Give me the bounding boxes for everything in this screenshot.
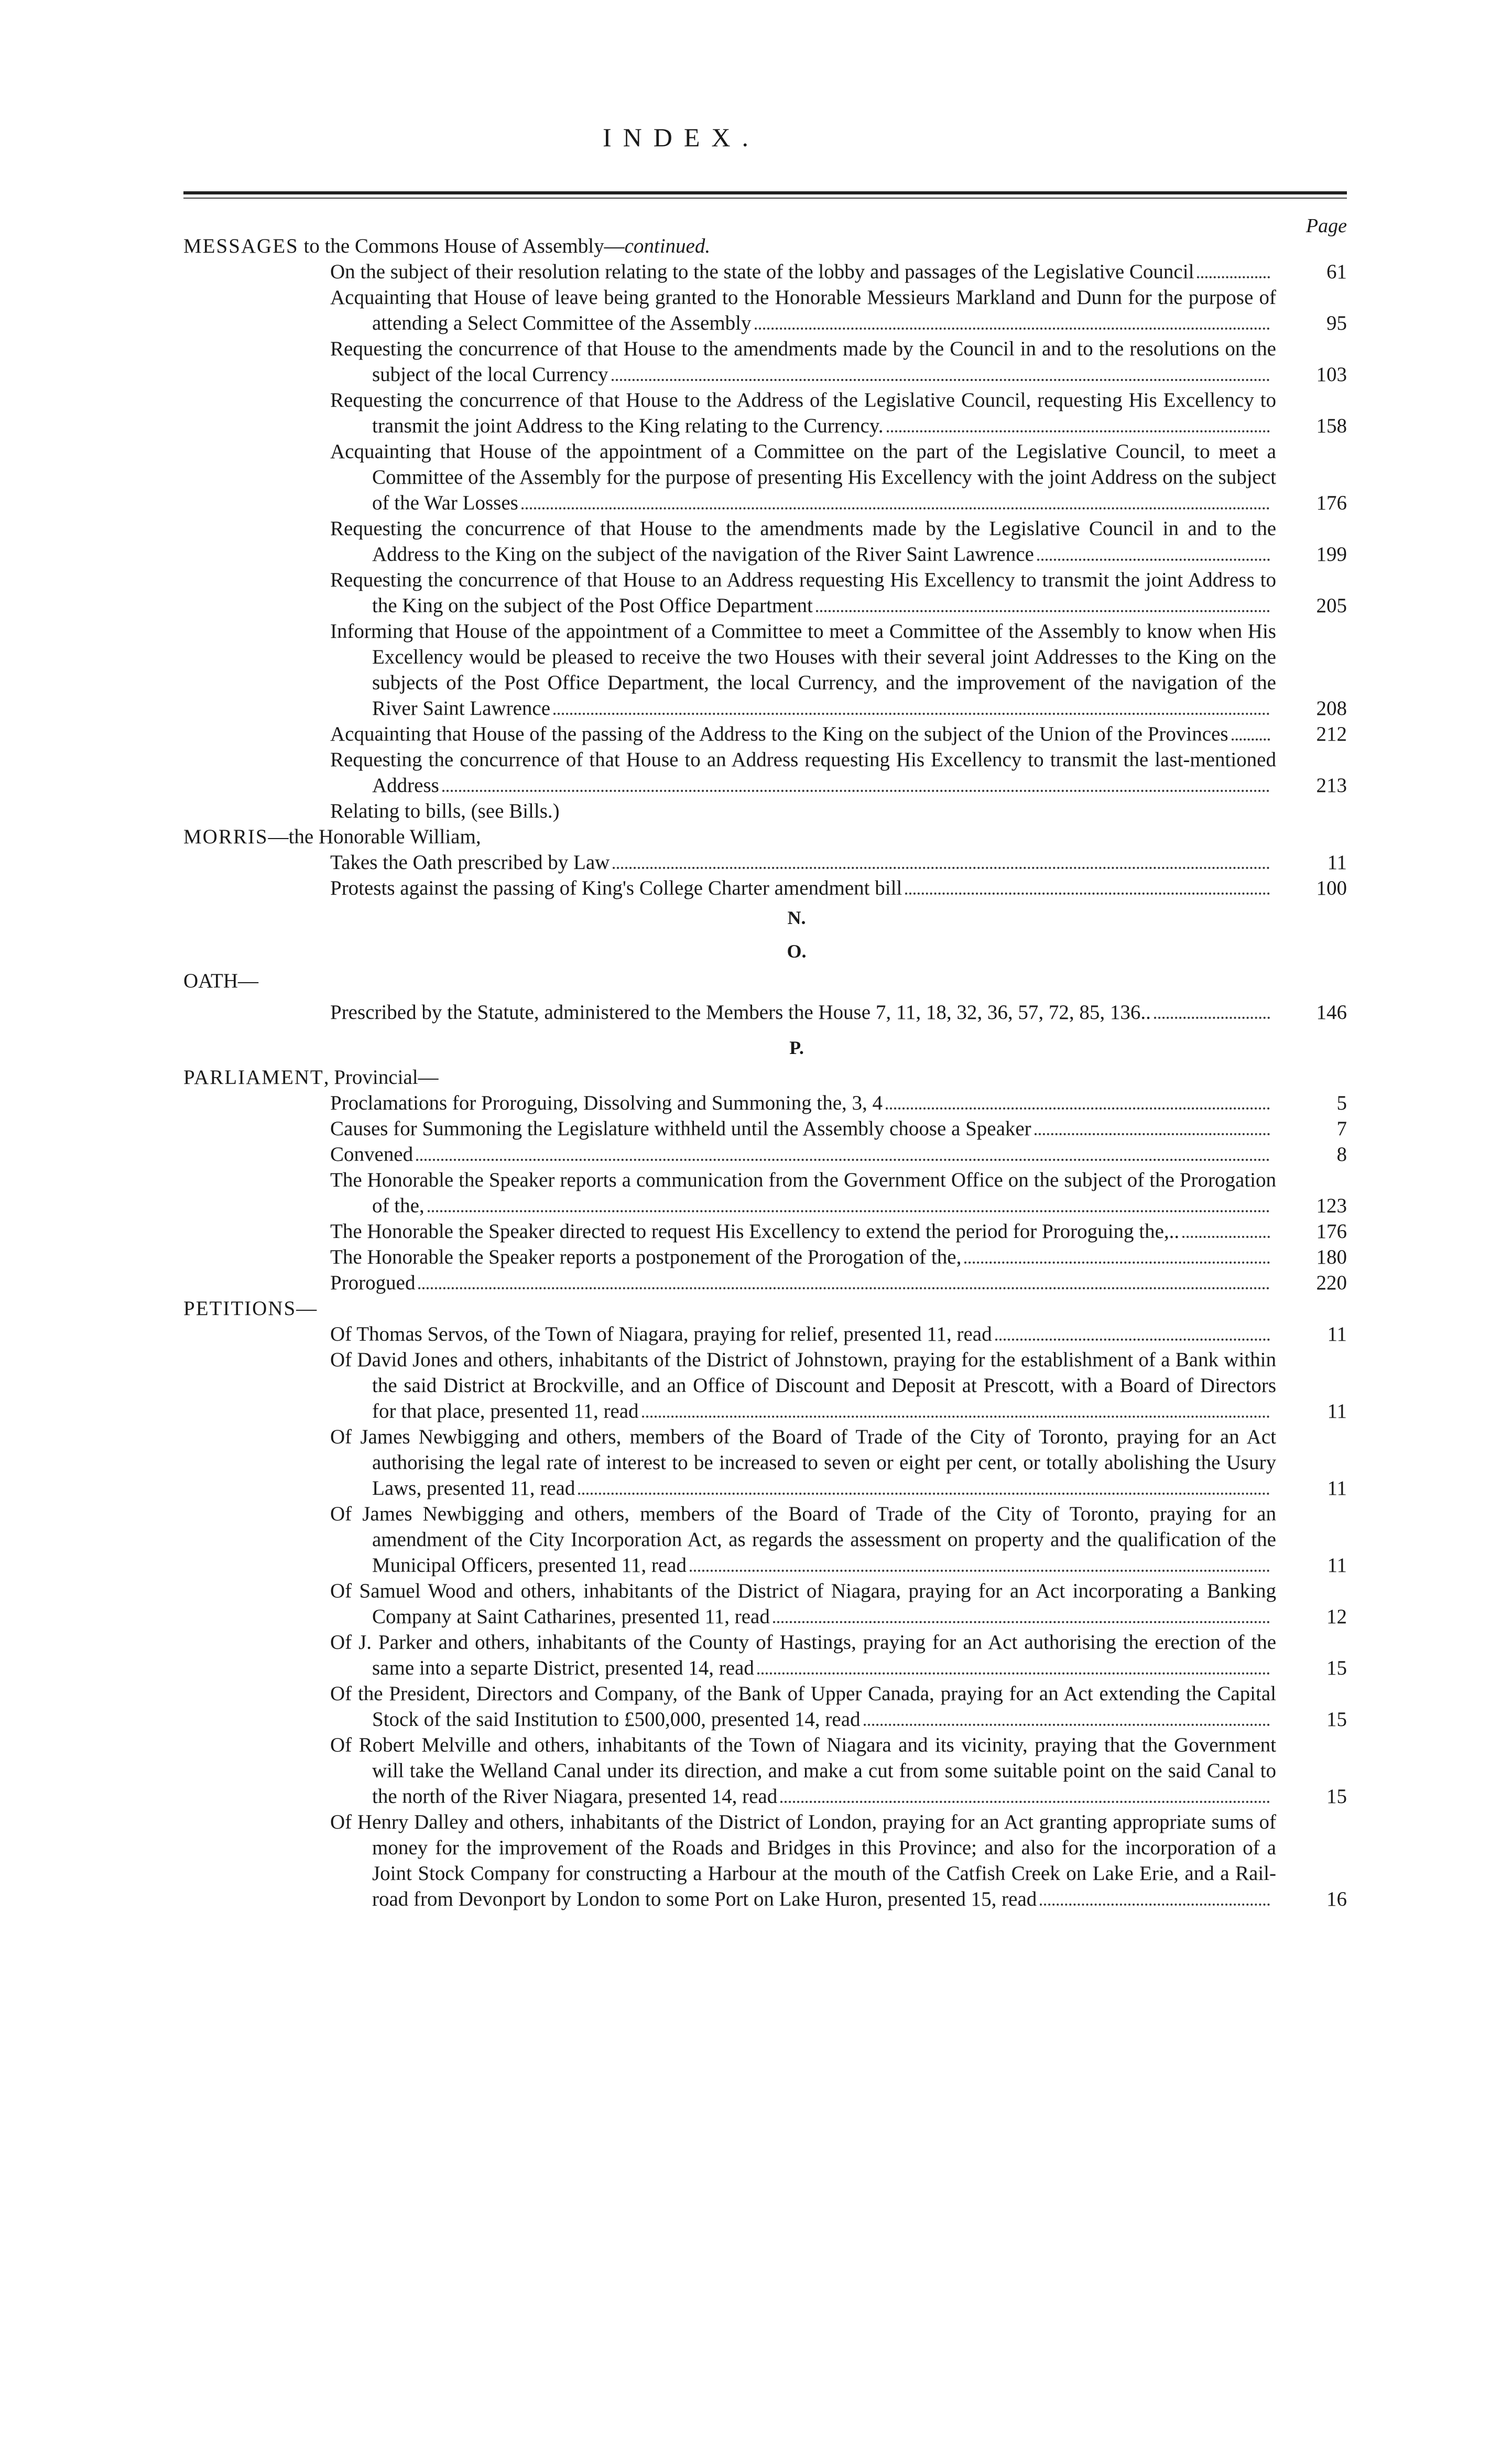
entry-text: Requesting the concurrence of that House to an Address requesting His Excellency to transmit the last-mentioned Address (330, 748, 1276, 797)
entry-text: Requesting the concurrence of that House to the amendments made by the Council in and to the resolutions on the subject of the local Currency (330, 338, 1276, 386)
index-entry (183, 747, 1347, 798)
index-entry (183, 285, 1347, 336)
page-number: 7 (1336, 1117, 1347, 1140)
entry-text: The Honorable the Speaker reports a communication from the Government Office on the subject of the Prorogation of the, (330, 1169, 1276, 1217)
page-number: 15 (1326, 1785, 1347, 1808)
index-entry (183, 1090, 1347, 1116)
heading-messages (183, 233, 1347, 259)
index-entry (183, 567, 1347, 618)
entry-text: Of Henry Dalley and others, inhabitants of the District of London, praying for an Act granting appropriate sums of money for the improvement of the Roads and Bridges in this Province; and also for the incorporation of a Joint Stock Company for constructing a Harbour at the mouth of the Catfish Creek on Lake Erie, and a Rail-road from Devonport by London to some Port on Lake Huron, presented 15, read (330, 1811, 1276, 1910)
index-entry (183, 1578, 1347, 1629)
oath-section (183, 968, 1347, 1031)
index-entry (183, 721, 1347, 747)
heading-oath: OATH— (183, 970, 258, 992)
index-entry (183, 1270, 1347, 1296)
entry-text: Protests against the passing of King's College Charter amendment bill (330, 877, 902, 899)
letter-heading-o: O. (787, 941, 807, 962)
index-entry (183, 1141, 1347, 1167)
index-entry (183, 1732, 1347, 1809)
entry-text: Of Samuel Wood and others, inhabitants of the District of Niagara, praying for an Act incorporating a Banking Company at Saint Catharines, presented 11, read (330, 1580, 1276, 1628)
index-entry (183, 618, 1347, 721)
index-entry (183, 1629, 1347, 1681)
index-entry (183, 387, 1347, 439)
index-page (183, 0, 1347, 2457)
index-entry (183, 1681, 1347, 1732)
header-rule-thin (183, 198, 1347, 199)
page-number: 100 (1316, 877, 1347, 899)
entry-text: Of Robert Melville and others, inhabitants of the Town of Niagara and its vicinity, praying that the Government will take the Welland Canal under its direction, and make a cut from some suitable point on the said Canal to the north of the River Niagara, presented 14, read (330, 1734, 1276, 1808)
heading-rest: , Provincial— (323, 1066, 439, 1089)
page-number: 205 (1316, 594, 1347, 617)
heading-word: MESSAGES (183, 235, 299, 257)
heading-rest: to the Commons House of Assembly— (298, 235, 625, 257)
entry-text: Acquainting that House of the appointment of a Committee on the part of the Legislative Council, to meet a Committee of the Assembly for the purpose of presenting His Excellency with the joint Address on the subject of the War Losses (330, 440, 1276, 514)
heading-morris (183, 824, 1347, 850)
index-entry (183, 1116, 1347, 1141)
index-entry (183, 1809, 1347, 1912)
heading-word: PETITIONS— (183, 1297, 318, 1320)
heading-word: MORRIS (183, 825, 268, 848)
page-number: 213 (1316, 774, 1347, 797)
page-number: 208 (1316, 697, 1347, 720)
page-number: 8 (1336, 1143, 1347, 1166)
page-number: 199 (1316, 543, 1347, 566)
index-entry (183, 1219, 1347, 1244)
page-number: 5 (1336, 1092, 1347, 1114)
entry-text: Informing that House of the appointment of a Committee to meet a Committee of the Assembly to know when His Excellency would be pleased to receive the two Houses with their several joint Addresses to the King on the subjects of the Post Office Department, the local Currency, and the improvement of the navigation of the River Saint Lawrence (330, 620, 1276, 720)
index-entry (183, 999, 1347, 1025)
page-number: 61 (1326, 260, 1347, 283)
heading-petitions (183, 1296, 1347, 1321)
page-number: 176 (1316, 492, 1347, 514)
page-number: 15 (1326, 1657, 1347, 1679)
index-entry (183, 1244, 1347, 1270)
page-title: INDEX. (602, 123, 760, 152)
entry-text: Of Thomas Servos, of the Town of Niagara, praying for relief, presented 11, read (330, 1323, 992, 1345)
entry-text: Proclamations for Proroguing, Dissolving and Summoning the, 3, 4 (330, 1092, 883, 1114)
page-number: 16 (1326, 1888, 1347, 1910)
index-entry (183, 439, 1347, 516)
entry-text: Causes for Summoning the Legislature withheld until the Assembly choose a Speaker (330, 1117, 1031, 1140)
page-number: 11 (1327, 851, 1347, 874)
letter-heading-p: P. (789, 1037, 804, 1058)
index-entry (183, 1424, 1347, 1501)
entry-text: Requesting the concurrence of that House to the amendments made by the Legislative Council in and to the Address to the King on the subject of the navigation of the River Saint Lawrence (330, 517, 1276, 566)
page-number: 12 (1326, 1605, 1347, 1628)
heading-rest: —the Honorable William, (268, 825, 481, 848)
index-entry (183, 1321, 1347, 1347)
entry-text: Acquainting that House of leave being granted to the Honorable Messieurs Markland and Dunn for the purpose of attending a Select Committee of the Assembly (330, 286, 1276, 334)
page-number: 11 (1327, 1323, 1347, 1345)
page-number: 95 (1326, 312, 1347, 334)
page-number: 11 (1327, 1554, 1347, 1577)
entry-text: Of the President, Directors and Company, of the Bank of Upper Canada, praying for an Act extending the Capital Stock of the said Institution to £500,000, presented 14, read (330, 1682, 1276, 1731)
index-entry (183, 336, 1347, 387)
page-number: 123 (1316, 1194, 1347, 1217)
entry-text: Of David Jones and others, inhabitants of the District of Johnstown, praying for the establishment of a Bank within the said District at Brockville, and an Office of Discount and Deposit at Prescott, with a Board of Directors for that place, presented 11, read (330, 1349, 1276, 1422)
letter-heading-n: N. (787, 907, 806, 928)
entry-text: Of J. Parker and others, inhabitants of the County of Hastings, praying for an Act authorising the erection of the same into a separte District, presented 14, read (330, 1631, 1276, 1679)
index-entry (183, 850, 1347, 875)
page-column-label: Page (1306, 215, 1347, 237)
entry-text: Acquainting that House of the passing of the Address to the King on the subject of the Union of the Provinces (330, 723, 1228, 745)
index-entry (183, 1501, 1347, 1578)
entry-text: Requesting the concurrence of that House to the Address of the Legislative Council, requesting His Excellency to transmit the joint Address to the King relating to the Currency. (330, 389, 1276, 437)
index-entry (183, 516, 1347, 567)
page-number: 15 (1326, 1708, 1347, 1731)
cross-reference-note: Relating to bills, (see Bills.) (330, 800, 560, 822)
heading-word: PARLIAMENT (183, 1066, 324, 1089)
entry-text: Takes the Oath prescribed by Law (330, 851, 610, 874)
heading-parliament (183, 1064, 1347, 1090)
page-number: 158 (1316, 415, 1347, 437)
header-rule-thick (183, 191, 1347, 194)
index-entry (183, 1347, 1347, 1424)
entry-text: Requesting the concurrence of that House to an Address requesting His Excellency to transmit the joint Address to the King on the subject of the Post Office Department (330, 569, 1276, 617)
index-entry (183, 259, 1347, 285)
entry-text: The Honorable the Speaker reports a postponement of the Prorogation of the, (330, 1246, 962, 1268)
entry-text: Prorogued (330, 1271, 416, 1294)
page-number: 176 (1316, 1220, 1347, 1243)
index-content (183, 233, 1347, 1912)
page-number: 146 (1316, 1001, 1347, 1024)
heading-italic: continued. (624, 235, 711, 257)
entry-text: Convened (330, 1143, 414, 1166)
page-number: 11 (1327, 1477, 1347, 1499)
entry-text: Of James Newbigging and others, members of the Board of Trade of the City of Toronto, praying for an amendment of the City Incorporation Act, as regards the assessment on property and the qualification of the Municipal Officers, presented 11, read (330, 1503, 1276, 1577)
index-entry (183, 875, 1347, 901)
entry-text: On the subject of their resolution relating to the state of the lobby and passages of the Legislative Council (330, 260, 1194, 283)
entry-text: Of James Newbigging and others, members of the Board of Trade of the City of Toronto, praying for an Act authorising the legal rate of interest to be increased to seven or eight per cent, or totally abolishing the Usury Laws, presented 11, read (330, 1426, 1276, 1499)
page-number: 103 (1316, 363, 1347, 386)
entry-text: Prescribed by the Statute, administered to the Members the House 7, 11, 18, 32, 36, 57, 72, 85, 136.. (330, 1001, 1151, 1024)
page-number: 180 (1316, 1246, 1347, 1268)
page-number: 11 (1327, 1400, 1347, 1422)
index-entry (183, 1167, 1347, 1219)
entry-text: The Honorable the Speaker directed to request His Excellency to extend the period for Proroguing the,.. (330, 1220, 1180, 1243)
page-number: 220 (1316, 1271, 1347, 1294)
page-number: 212 (1316, 723, 1347, 745)
